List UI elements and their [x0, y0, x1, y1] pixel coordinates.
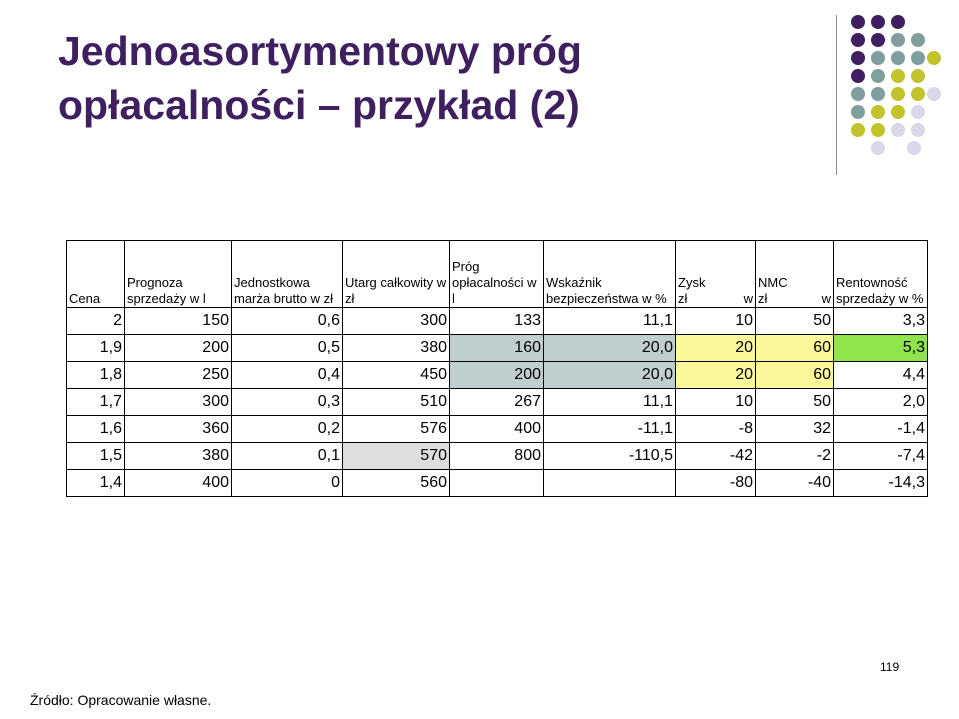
header-nmc-wrap: [758, 241, 831, 307]
cell-marza: 0,2: [232, 416, 343, 443]
cell-rentownosc: 5,3: [834, 335, 928, 362]
table-row: [67, 443, 928, 470]
cell-prognoza: 200: [125, 335, 232, 362]
header-rentownosc: Rentowność sprzedaży w %: [834, 241, 928, 308]
decor-dot: [927, 87, 941, 101]
table-row: [67, 389, 928, 416]
table-header-row: [67, 241, 928, 308]
cell-wskaznik: -110,5: [544, 443, 676, 470]
cell-prognoza: 300: [125, 389, 232, 416]
cell-prog: 800: [450, 443, 544, 470]
header-marza: Jednostkowa marża brutto w zł: [232, 241, 343, 308]
decor-dot: [871, 33, 885, 47]
decor-dot: [891, 69, 905, 83]
header-zysk-w: w: [743, 291, 753, 306]
decor-dot: [911, 123, 925, 137]
decor-dot: [851, 123, 865, 137]
cell-zysk: 10: [676, 389, 756, 416]
source-note: Źródło: Opracowanie własne.: [30, 692, 212, 708]
decor-dot: [871, 69, 885, 83]
cell-rentownosc: -1,4: [834, 416, 928, 443]
decor-dot: [907, 141, 921, 155]
decor-dot: [871, 87, 885, 101]
cell-nmc: 60: [756, 335, 834, 362]
cell-wskaznik: 11,1: [544, 389, 676, 416]
cell-utarg: 570: [343, 443, 450, 470]
cell-nmc: 60: [756, 362, 834, 389]
decor-dot: [871, 123, 885, 137]
decor-dot: [851, 87, 865, 101]
decor-dot: [927, 51, 941, 65]
header-nmc: [756, 241, 834, 308]
decor-dot: [911, 87, 925, 101]
header-nmc-w: w: [821, 291, 831, 306]
header-prognoza: Prognoza sprzedaży w l: [125, 241, 232, 308]
decor-dot: [851, 69, 865, 83]
cell-wskaznik: -11,1: [544, 416, 676, 443]
decor-dot: [911, 69, 925, 83]
decor-dot: [891, 33, 905, 47]
cell-zysk: -80: [676, 470, 756, 497]
cell-nmc: -40: [756, 470, 834, 497]
page-number: 119: [880, 660, 900, 674]
cell-prog: 200: [450, 362, 544, 389]
cell-utarg: 560: [343, 470, 450, 497]
table-row: [67, 470, 928, 497]
decor-dot: [851, 105, 865, 119]
decor-dot: [851, 33, 865, 47]
cell-zysk: 20: [676, 335, 756, 362]
cell-prognoza: 400: [125, 470, 232, 497]
decorative-divider: [836, 15, 837, 175]
header-zysk-label: Zysk zł: [678, 275, 706, 306]
cell-prog: 400: [450, 416, 544, 443]
cell-prognoza: 380: [125, 443, 232, 470]
table-row: [67, 362, 928, 389]
cell-prog: 160: [450, 335, 544, 362]
cell-prog: 133: [450, 308, 544, 335]
cell-utarg: 380: [343, 335, 450, 362]
cell-zysk: -42: [676, 443, 756, 470]
cell-marza: 0,6: [232, 308, 343, 335]
cell-cena: 1,5: [67, 443, 125, 470]
decor-dot: [871, 51, 885, 65]
header-nmc-label: NMC zł: [758, 275, 788, 306]
decor-dot: [851, 51, 865, 65]
cell-prognoza: 250: [125, 362, 232, 389]
cell-prognoza: 150: [125, 308, 232, 335]
table-row: [67, 416, 928, 443]
cell-cena: 1,7: [67, 389, 125, 416]
cell-cena: 1,9: [67, 335, 125, 362]
cell-zysk: -8: [676, 416, 756, 443]
cell-cena: 1,6: [67, 416, 125, 443]
decor-dot: [911, 51, 925, 65]
cell-zysk: 20: [676, 362, 756, 389]
title-line-1: Jednoasortymentowy próg: [58, 28, 582, 74]
cell-wskaznik: [544, 470, 676, 497]
cell-cena: 1,8: [67, 362, 125, 389]
cell-prognoza: 360: [125, 416, 232, 443]
cell-cena: 2: [67, 308, 125, 335]
cell-utarg: 510: [343, 389, 450, 416]
cell-wskaznik: 20,0: [544, 362, 676, 389]
header-cena: Cena: [67, 241, 125, 308]
decor-dot: [891, 15, 905, 29]
header-prog: Próg opłacalności w l: [450, 241, 544, 308]
decor-dot: [891, 105, 905, 119]
header-zysk: [676, 241, 756, 308]
decor-dot: [871, 105, 885, 119]
decor-dot: [891, 51, 905, 65]
cell-prog: 267: [450, 389, 544, 416]
cell-utarg: 576: [343, 416, 450, 443]
header-zysk-wrap: [678, 241, 753, 307]
cell-wskaznik: 11,1: [544, 308, 676, 335]
table-body: [67, 241, 928, 497]
header-wskaznik: Wskaźnik bezpieczeństwa w %: [544, 241, 676, 308]
decor-dot: [911, 33, 925, 47]
header-utarg: Utarg całkowity w zł: [343, 241, 450, 308]
cell-rentownosc: -7,4: [834, 443, 928, 470]
cell-marza: 0,4: [232, 362, 343, 389]
cell-marza: 0,5: [232, 335, 343, 362]
cell-wskaznik: 20,0: [544, 335, 676, 362]
cell-rentownosc: 3,3: [834, 308, 928, 335]
decor-dot: [891, 87, 905, 101]
decor-dot: [891, 123, 905, 137]
table-row: [67, 308, 928, 335]
cell-nmc: 50: [756, 308, 834, 335]
cell-rentownosc: -14,3: [834, 470, 928, 497]
decor-dot: [911, 105, 925, 119]
decor-dot: [871, 15, 885, 29]
table-row: [67, 335, 928, 362]
cell-nmc: 50: [756, 389, 834, 416]
cell-utarg: 450: [343, 362, 450, 389]
slide-title: [58, 24, 758, 132]
decor-dot: [851, 15, 865, 29]
cell-zysk: 10: [676, 308, 756, 335]
cell-cena: 1,4: [67, 470, 125, 497]
cell-prog: [450, 470, 544, 497]
cell-marza: 0,1: [232, 443, 343, 470]
decor-dot: [871, 141, 885, 155]
cell-rentownosc: 2,0: [834, 389, 928, 416]
cell-nmc: -2: [756, 443, 834, 470]
cell-rentownosc: 4,4: [834, 362, 928, 389]
cell-utarg: 300: [343, 308, 450, 335]
cell-nmc: 32: [756, 416, 834, 443]
break-even-table: [66, 240, 928, 497]
cell-marza: 0: [232, 470, 343, 497]
title-line-2: opłacalności – przykład (2): [58, 82, 580, 128]
cell-marza: 0,3: [232, 389, 343, 416]
